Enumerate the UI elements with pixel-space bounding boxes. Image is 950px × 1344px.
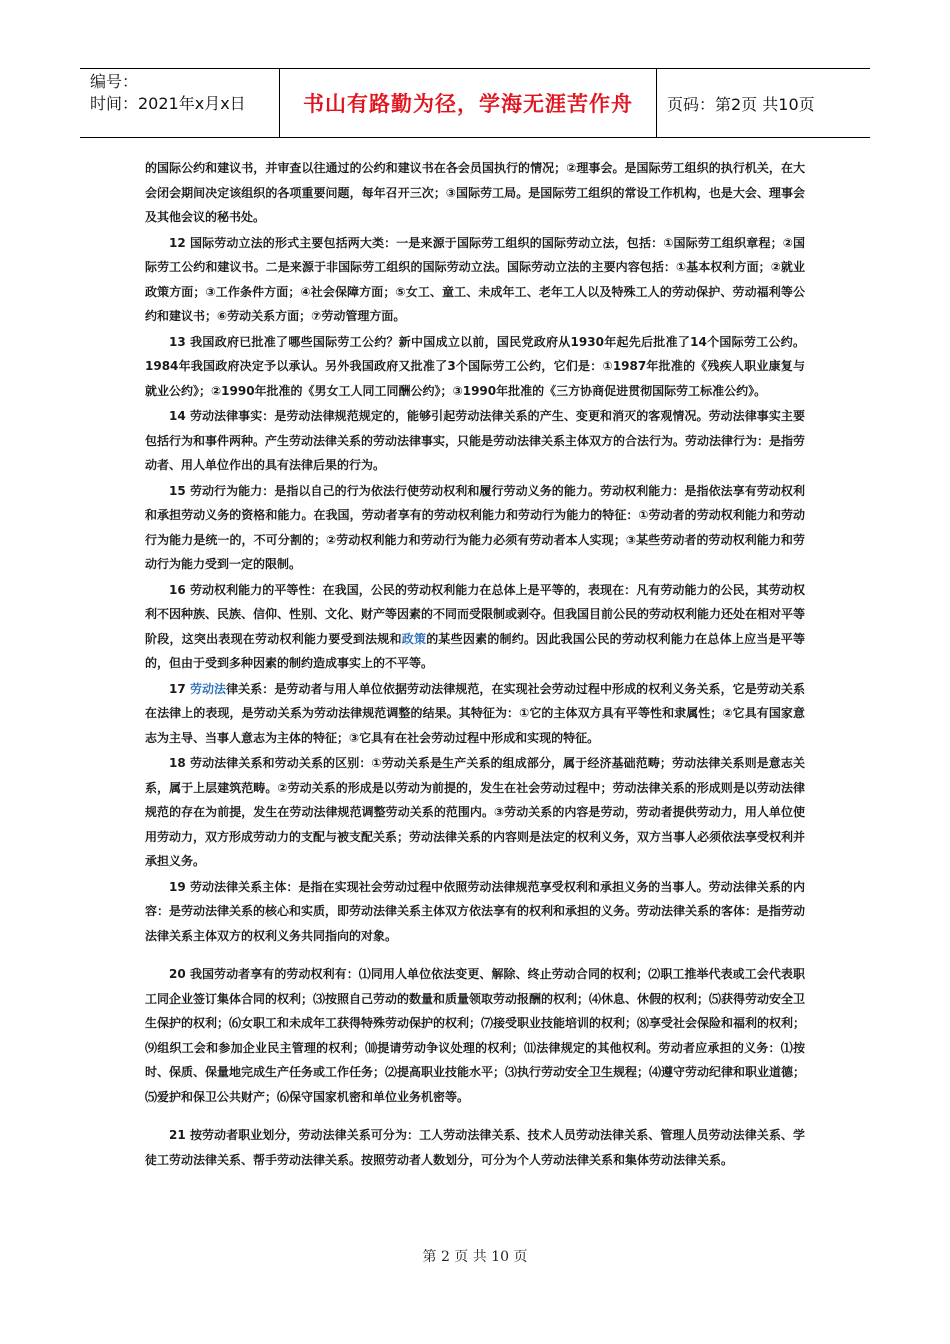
page-footer: 第 2 页 共 10 页 — [422, 1249, 528, 1265]
labor-law-link[interactable]: 劳动法 — [189, 681, 227, 696]
paragraph-13: 13 我国政府已批准了哪些国际劳工公约？新中国成立以前，国民党政府从1930年起先后批准了14个国际劳工公约。1984年我国政府决定予以承认。另外我国政府又批准了3个国际劳工公约，它们是：①1987年批准的《残疾人职业康复与就业公约》；②1990年批准的《男女工人同工同酬公约》；③1990年批准的《三方协商促进贯彻国际劳工标准公约》。 — [145, 334, 805, 398]
paragraph-continued: 的国际公约和建议书，并审查以往通过的公约和建议书在各会员国执行的情况；②理事会。是国际劳工组织的执行机关，在大会闭会期间决定该组织的各项重要问题，每年召开三次；③国际劳工局。是国际劳工组织的常设工作机构，也是大会、理事会及其他会议的秘书处。 — [145, 161, 805, 224]
paragraph-14: 14 劳动法律事实：是劳动法律规范规定的，能够引起劳动法律关系的产生、变更和消灭的客观情况。劳动法律事实主要包括行为和事件两种。产生劳动法律关系的劳动法律事实，只能是劳动法律关系主体双方的合法行为。劳动法律行为：是指劳动者、用人单位作出的具有法律后果的行为。 — [145, 409, 806, 472]
paragraph-16-text-b: 的某些因素的制约。因此我国公民的劳动权利能力在总体上应当是平等的，但由于受到多种因素的制约造成事实上的不平等。 — [145, 631, 805, 670]
paragraph-17-text: 律关系：是劳动者与用人单位依据劳动法律规范，在实现社会劳动过程中形成的权利义务关系，它是劳动关系在法律上的表现，是劳动关系为劳动法律规范调整的结果。其特征为：①它的主体双方具有平等性和隶属性；②它具有国家意志为主导、当事人意志为主体的特征；③它具有在社会劳动过程中形成和实现的特征。 — [145, 681, 805, 745]
header-motto: 书山有路勤为径，学海无涯苦作舟 — [280, 69, 657, 137]
paragraph-16-text-a: 16 劳动权利能力的平等性：在我国，公民的劳动权利能力在总体上是平等的，表现在：凡有劳动能力的公民，其劳动权利不因种族、民族、信仰、性别、文化、财产等因素的不同而受限制或剥夺。但我国目前公民的劳动权利能力还处在相对平等阶段，这突出表现在劳动权利能力要受到法规和 — [145, 582, 806, 646]
number-label: 编号： — [90, 72, 139, 91]
page-header — [80, 68, 870, 138]
document-body — [145, 156, 805, 1173]
policy-link[interactable]: 政策 — [401, 631, 427, 646]
paragraph-17 — [145, 677, 805, 751]
time-label: 时间：2021年x月x日 — [90, 94, 246, 113]
header-page-info: 页码：第2页 共10页 — [667, 94, 815, 114]
paragraph-12: 12 国际劳动立法的形式主要包括两大类：一是来源于国际劳工组织的国际劳动立法，包括：①国际劳工组织章程；②国际劳工公约和建议书。二是来源于非国际劳工组织的国际劳动立法。国际劳动立法的主要内容包括：①基本权利方面；②就业政策方面；③工作条件方面；④社会保障方面；⑤女工、童工、未成年工、老年工人以及特殊工人的劳动保护、劳动福利等公约和建议书；⑥劳动关系方面；⑦劳动管理方面。 — [145, 235, 805, 323]
paragraph-20: 20 我国劳动者享有的劳动权利有：⑴同用人单位依法变更、解除、终止劳动合同的权利；⑵职工推举代表或工会代表职工同企业签订集体合同的权利；⑶按照自己劳动的数量和质量领取劳动报酬的权利；⑷休息、休假的权利；⑸获得劳动安全卫生保护的权利；⑹女职工和未成年工获得特殊劳动保护的权利；⑺接受职业技能培训的权利；⑻享受社会保险和福利的权利；⑼组织工会和参加企业民主管理的权利；⑽提请劳动争议处理的权利；⑾法律规定的其他权利。劳动者应承担的义务：⑴按时、保质、保量地完成生产任务或工作任务；⑵提高职业技能水平；⑶执行劳动安全卫生规程；⑷遵守劳动纪律和职业道德；⑸爱护和保卫公共财产；⑹保守国家机密和单位业务机密等。 — [145, 967, 806, 1104]
paragraph-15: 15 劳动行为能力：是指以自己的行为依法行使劳动权利和履行劳动义务的能力。劳动权利能力：是指依法享有劳动权利和承担劳动义务的资格和能力。在我国，劳动者享有的劳动权利能力和劳动行为能力的特征：①劳动者的劳动权利能力和劳动行为能力是统一的，不可分割的；②劳动权利能力和劳动行为能力必须有劳动者本人实现；③某些劳动者的劳动权利能力和劳动行为能力受到一定的限制。 — [145, 483, 805, 571]
header-meta — [80, 69, 280, 137]
paragraph-18: 18 劳动法律关系和劳动关系的区别：①劳动关系是生产关系的组成部分，属于经济基础范畴；劳动法律关系则是意志关系，属于上层建筑范畴。②劳动关系的形成是以劳动为前提的，发生在社会劳动过程中；劳动法律关系的形成则是以劳动法律规范的存在为前提，发生在劳动法律规范调整劳动关系的范围内。③劳动关系的内容是劳动，劳动者提供劳动力，用人单位使用劳动力，双方形成劳动力的支配与被支配关系；劳动法律关系的内容则是法定的权利义务，双方当事人必须依法享受权利并承担义务。 — [145, 756, 806, 868]
paragraph-21: 21 按劳动者职业划分，劳动法律关系可分为：工人劳动法律关系、技术人员劳动法律关系、管理人员劳动法律关系、学徒工劳动法律关系、帮手劳动法律关系。按照劳动者人数划分，可分为个人劳动法律关系和集体劳动法律关系。 — [145, 1128, 805, 1167]
paragraph-17-number: 17 — [169, 681, 190, 696]
paragraph-16 — [145, 578, 805, 676]
paragraph-19: 19 劳动法律关系主体：是指在实现社会劳动过程中依照劳动法律规范享受权利和承担义务的当事人。劳动法律关系的内容：是劳动法律关系的核心和实质，即劳动法律关系主体双方依法享有的权利和承担的义务。劳动法律关系的客体：是指劳动法律关系主体双方的权利义务共同指向的对象。 — [145, 879, 806, 943]
